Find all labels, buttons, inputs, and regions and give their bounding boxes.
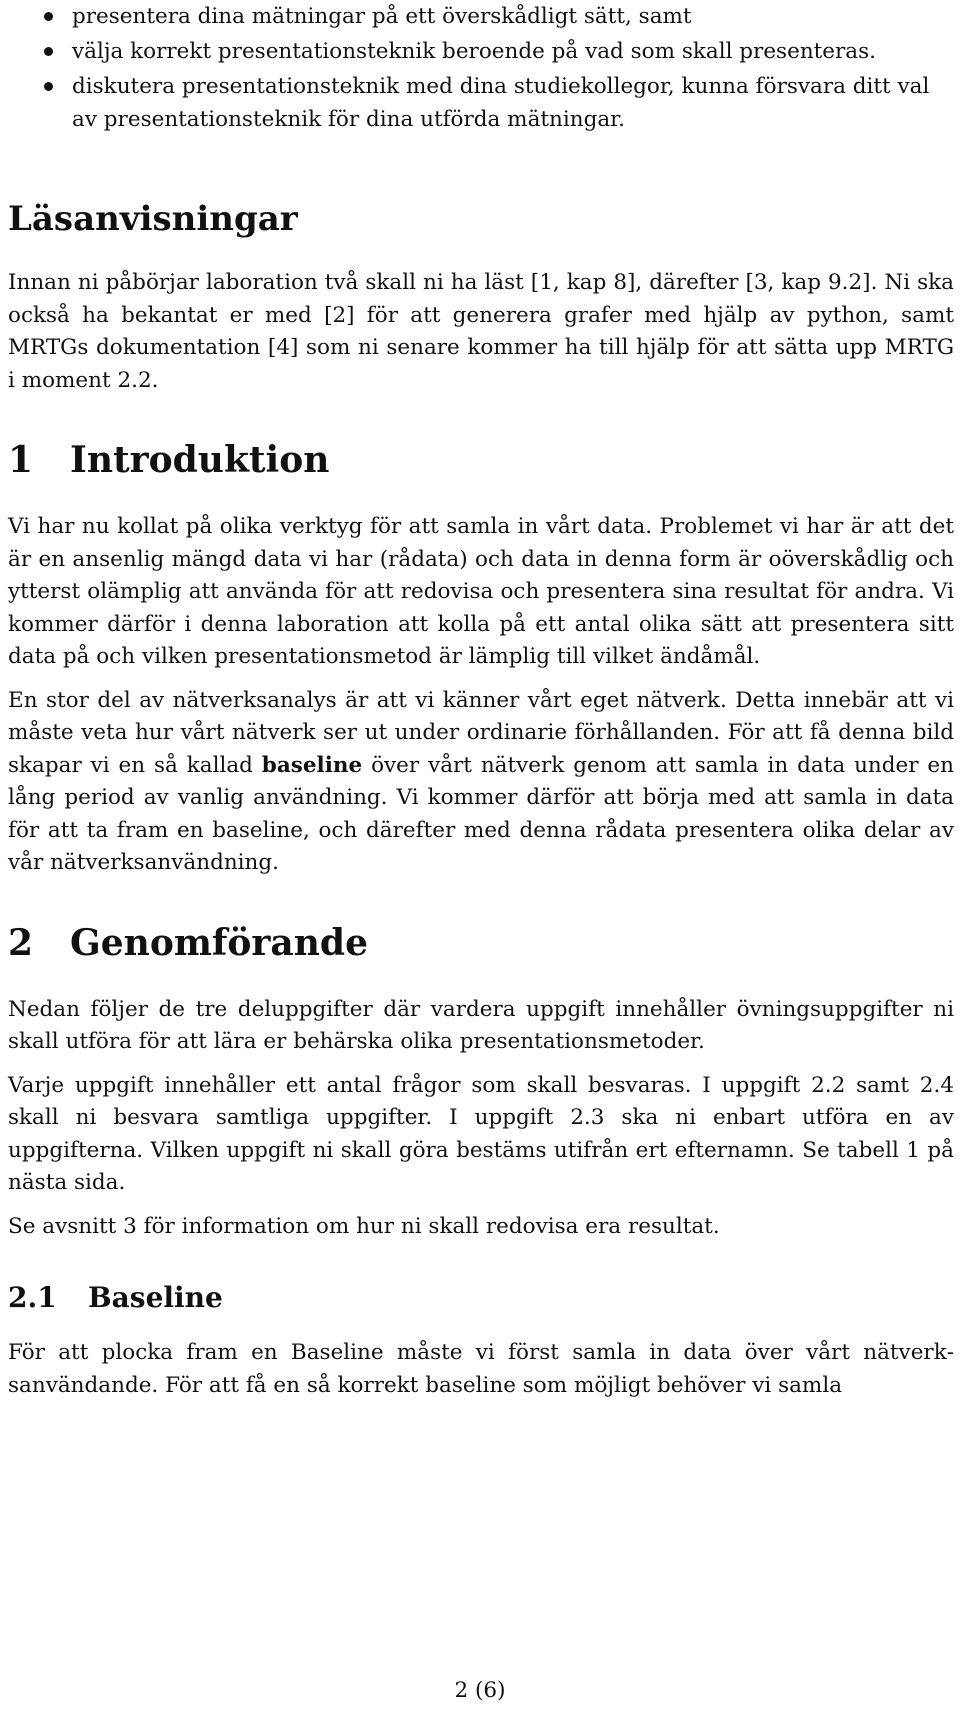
baseline-term: baseline — [261, 752, 363, 778]
paragraph-text: En stor del av nätverksanalys är att vi känner vårt eget nätverk. Detta innebär att vi måste veta hur vårt nätverk ser ut under ordinarie förhållanden. För att få denna bild skapar vi en så kallad — [8, 687, 954, 778]
section-2-paragraph-2: Varje uppgift innehåller ett antal frågor som skall besvaras. I uppgift 2.2 samt 2.4 skall ni besvara samtliga uppgifter. I uppgift 2.3 ska ni enbart utföra en av uppgifterna. Vilken uppgift ni skall göra bestäms utifrån ert efternamn. Se tabell 1 på nästa sida. — [8, 1072, 954, 1195]
section-1-paragraph-2 — [8, 685, 954, 880]
section-title: Genomförande — [70, 921, 368, 964]
section-number: 1 — [8, 439, 34, 481]
section-2-paragraph-3: Se avsnitt 3 för information om hur ni skall redovisa era resultat. — [8, 1213, 720, 1239]
page-number: 2 (6) — [454, 1678, 506, 1703]
section-number: 2 — [8, 921, 34, 964]
bullet-icon — [44, 12, 53, 21]
list-item — [8, 70, 954, 136]
list-item-text: diskutera presentationsteknik med dina studiekollegor, kunna försvara ditt val av presentationsteknik för dina utförda mätningar. — [72, 74, 930, 132]
reading-paragraph: Innan ni påbörjar laboration två skall ni ha läst [1, kap 8], därefter [3, kap 9.2]. Ni ska också ha bekantat er med [2] för att generera grafer med hjälp av python, samt MRTGs dokumentation [4] som ni senare kommer ha till hjälp för att sätta upp MRTG i moment 2.2. — [8, 270, 954, 393]
list-item-text: välja korrekt presentationsteknik beroende på vad som skall presenteras. — [72, 39, 876, 64]
list-item-text: presentera dina mätningar på ett överskådligt sätt, samt — [72, 4, 692, 29]
section-2-heading — [8, 922, 954, 964]
section-2-paragraph-1: Nedan följer de tre deluppgifter där vardera uppgift innehåller övningsuppgifter ni skall utföra för att lära er behärska olika presentationsmetoder. — [8, 996, 954, 1054]
section-1-heading — [8, 439, 954, 481]
paragraph-text: över vårt nätverk genom att samla in data under en lång period av vanlig användning. Vi kommer därför att börja med att samla in data för att ta fram en baseline, och därefter med denna rådata presentera olika delar av vår nätverksanvändning. — [8, 752, 954, 875]
list-item — [8, 0, 954, 33]
subsection-title: Baseline — [88, 1281, 223, 1314]
subsection-2-1-paragraph-1: För att plocka fram en Baseline måste vi först samla in data över vårt nätverksanvändande. För att få en så korrekt baseline som möjligt behöver vi samla — [8, 1340, 954, 1398]
subsection-2-1-heading — [8, 1281, 954, 1315]
bullet-icon — [44, 82, 53, 91]
list-item — [8, 35, 954, 68]
subsection-number: 2.1 — [8, 1281, 57, 1314]
bullet-icon — [44, 47, 53, 56]
objectives-list — [8, 0, 954, 136]
reading-heading: Läsanvisningar — [8, 199, 298, 239]
section-1-paragraph-1: Vi har nu kollat på olika verktyg för att samla in vårt data. Problemet vi har är att det är en ansenlig mängd data vi har (rådata) och data in denna form är oöverskådlig och ytterst olämplig att använda för att redovisa och presentera sina resultat för andra. Vi kommer därför i denna laboration att kolla på ett antal olika sätt att presentera sitt data på och vilken presentationsmetod är lämplig till vilket ändåmål. — [8, 514, 954, 669]
page-content — [8, 0, 954, 1413]
section-title: Introduktion — [70, 439, 330, 481]
